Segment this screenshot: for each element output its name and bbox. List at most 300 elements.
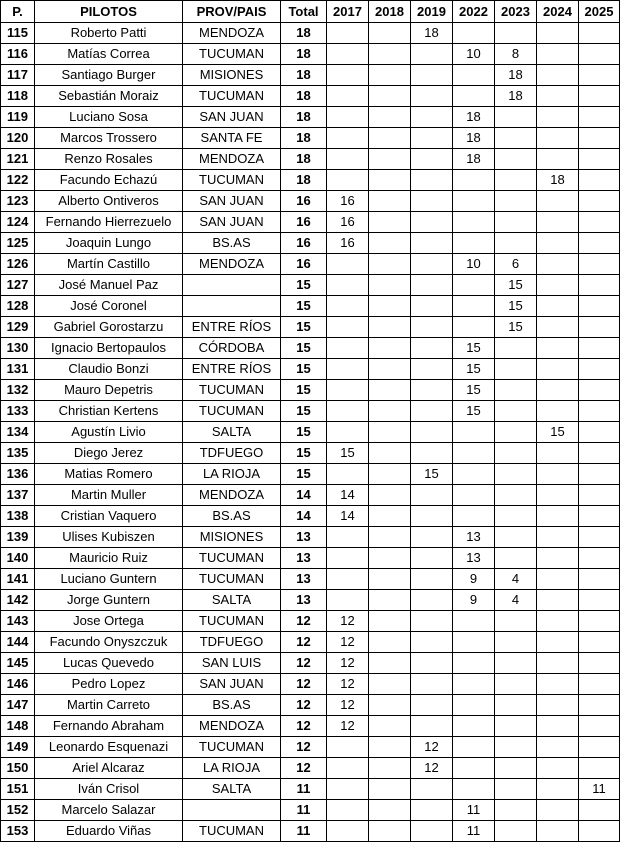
points-2025-cell (579, 254, 620, 275)
points-2025-cell (579, 401, 620, 422)
total-cell: 15 (281, 359, 327, 380)
points-2018-cell (369, 527, 411, 548)
pilot-name-cell: Gabriel Gorostarzu (35, 317, 183, 338)
pilot-name-cell: Martin Carreto (35, 695, 183, 716)
points-2019-cell (411, 212, 453, 233)
points-2025-cell (579, 23, 620, 44)
table-row (1, 296, 620, 317)
points-2019-cell (411, 191, 453, 212)
points-2025-cell (579, 548, 620, 569)
points-2019-cell (411, 779, 453, 800)
points-2019-cell (411, 128, 453, 149)
position-cell: 120 (1, 128, 35, 149)
total-cell: 12 (281, 716, 327, 737)
points-2022-cell: 9 (453, 569, 495, 590)
points-2022-cell (453, 737, 495, 758)
points-2017-cell (327, 359, 369, 380)
table-row (1, 716, 620, 737)
points-2019-cell (411, 44, 453, 65)
points-2022-cell (453, 653, 495, 674)
points-2019-cell: 15 (411, 464, 453, 485)
points-2024-cell: 18 (537, 170, 579, 191)
province-cell: ENTRE RÍOS (183, 317, 281, 338)
points-2023-cell (495, 170, 537, 191)
total-cell: 15 (281, 422, 327, 443)
points-2019-cell (411, 317, 453, 338)
pilot-name-cell: Martin Muller (35, 485, 183, 506)
points-2017-cell: 12 (327, 653, 369, 674)
position-cell: 128 (1, 296, 35, 317)
position-cell: 117 (1, 65, 35, 86)
points-2017-cell (327, 779, 369, 800)
points-2017-cell: 16 (327, 191, 369, 212)
points-2019-cell (411, 233, 453, 254)
points-2019-cell (411, 422, 453, 443)
points-2017-cell (327, 737, 369, 758)
points-2025-cell (579, 674, 620, 695)
points-2017-cell (327, 821, 369, 842)
points-2024-cell (537, 107, 579, 128)
points-2024-cell (537, 254, 579, 275)
province-cell: SALTA (183, 422, 281, 443)
province-cell: TUCUMAN (183, 170, 281, 191)
table-row (1, 23, 620, 44)
position-cell: 144 (1, 632, 35, 653)
province-cell: SALTA (183, 779, 281, 800)
position-cell: 118 (1, 86, 35, 107)
points-2019-cell (411, 338, 453, 359)
points-2024-cell (537, 149, 579, 170)
points-2025-cell: 11 (579, 779, 620, 800)
total-cell: 18 (281, 44, 327, 65)
points-2018-cell (369, 338, 411, 359)
points-2019-cell (411, 716, 453, 737)
points-2023-cell (495, 464, 537, 485)
points-2017-cell: 12 (327, 716, 369, 737)
points-2022-cell: 13 (453, 527, 495, 548)
points-2017-cell (327, 464, 369, 485)
position-cell: 124 (1, 212, 35, 233)
position-cell: 131 (1, 359, 35, 380)
points-2023-cell: 15 (495, 275, 537, 296)
table-row (1, 800, 620, 821)
province-cell: SAN JUAN (183, 191, 281, 212)
total-cell: 15 (281, 443, 327, 464)
points-2017-cell (327, 275, 369, 296)
province-cell: SAN LUIS (183, 653, 281, 674)
points-2024-cell (537, 65, 579, 86)
position-cell: 123 (1, 191, 35, 212)
points-2017-cell: 12 (327, 695, 369, 716)
points-2017-cell (327, 380, 369, 401)
points-2019-cell: 12 (411, 758, 453, 779)
points-2018-cell (369, 737, 411, 758)
total-cell: 18 (281, 107, 327, 128)
table-row (1, 506, 620, 527)
points-2018-cell (369, 590, 411, 611)
header-province: PROV/PAIS (183, 1, 281, 23)
points-2024-cell (537, 548, 579, 569)
points-2018-cell (369, 275, 411, 296)
pilot-name-cell: Alberto Ontiveros (35, 191, 183, 212)
pilot-name-cell: Jorge Guntern (35, 590, 183, 611)
position-cell: 152 (1, 800, 35, 821)
points-2018-cell (369, 65, 411, 86)
points-2023-cell (495, 23, 537, 44)
position-cell: 151 (1, 779, 35, 800)
table-row (1, 317, 620, 338)
points-2022-cell: 15 (453, 401, 495, 422)
pilot-name-cell: Jose Ortega (35, 611, 183, 632)
points-2019-cell (411, 149, 453, 170)
points-2024-cell (537, 23, 579, 44)
table-row (1, 653, 620, 674)
points-2017-cell (327, 254, 369, 275)
points-2024-cell (537, 86, 579, 107)
points-2025-cell (579, 590, 620, 611)
position-cell: 138 (1, 506, 35, 527)
points-2023-cell: 8 (495, 44, 537, 65)
points-2018-cell (369, 485, 411, 506)
header-2019: 2019 (411, 1, 453, 23)
points-2023-cell (495, 338, 537, 359)
points-2018-cell (369, 212, 411, 233)
total-cell: 12 (281, 632, 327, 653)
header-pilots: PILOTOS (35, 1, 183, 23)
points-2019-cell: 18 (411, 23, 453, 44)
table-row (1, 401, 620, 422)
points-2025-cell (579, 737, 620, 758)
pilot-name-cell: Luciano Guntern (35, 569, 183, 590)
points-2019-cell (411, 611, 453, 632)
points-2022-cell: 10 (453, 254, 495, 275)
province-cell: TUCUMAN (183, 737, 281, 758)
province-cell: MISIONES (183, 65, 281, 86)
total-cell: 15 (281, 317, 327, 338)
total-cell: 11 (281, 821, 327, 842)
pilot-name-cell: Cristian Vaquero (35, 506, 183, 527)
position-cell: 143 (1, 611, 35, 632)
province-cell: MENDOZA (183, 254, 281, 275)
points-2022-cell (453, 716, 495, 737)
header-row (1, 1, 620, 23)
points-2019-cell (411, 569, 453, 590)
points-2022-cell (453, 296, 495, 317)
position-cell: 147 (1, 695, 35, 716)
table-row (1, 443, 620, 464)
points-2018-cell (369, 674, 411, 695)
points-2023-cell (495, 401, 537, 422)
points-2025-cell (579, 107, 620, 128)
points-2025-cell (579, 653, 620, 674)
points-2023-cell (495, 149, 537, 170)
position-cell: 121 (1, 149, 35, 170)
total-cell: 15 (281, 296, 327, 317)
pilot-name-cell: Matias Romero (35, 464, 183, 485)
points-2017-cell (327, 128, 369, 149)
points-2022-cell: 13 (453, 548, 495, 569)
position-cell: 127 (1, 275, 35, 296)
points-2024-cell (537, 401, 579, 422)
points-2017-cell (327, 107, 369, 128)
total-cell: 18 (281, 128, 327, 149)
points-2024-cell (537, 716, 579, 737)
points-2023-cell (495, 548, 537, 569)
position-cell: 119 (1, 107, 35, 128)
points-2022-cell (453, 86, 495, 107)
pilot-name-cell: Pedro Lopez (35, 674, 183, 695)
points-2025-cell (579, 359, 620, 380)
points-2018-cell (369, 464, 411, 485)
table-row (1, 611, 620, 632)
points-2023-cell (495, 653, 537, 674)
position-cell: 140 (1, 548, 35, 569)
points-2022-cell (453, 212, 495, 233)
position-cell: 133 (1, 401, 35, 422)
points-2025-cell (579, 485, 620, 506)
position-cell: 129 (1, 317, 35, 338)
points-2024-cell (537, 317, 579, 338)
total-cell: 15 (281, 401, 327, 422)
points-2019-cell (411, 65, 453, 86)
points-2017-cell (327, 23, 369, 44)
points-2018-cell (369, 821, 411, 842)
pilot-name-cell: Sebastián Moraiz (35, 86, 183, 107)
pilot-name-cell: Agustín Livio (35, 422, 183, 443)
points-2022-cell (453, 506, 495, 527)
points-2022-cell (453, 611, 495, 632)
position-cell: 134 (1, 422, 35, 443)
points-2017-cell (327, 590, 369, 611)
points-2017-cell (327, 401, 369, 422)
province-cell: MENDOZA (183, 716, 281, 737)
points-2023-cell: 4 (495, 569, 537, 590)
pilot-name-cell: Facundo Echazú (35, 170, 183, 191)
pilot-name-cell: Martín Castillo (35, 254, 183, 275)
points-2023-cell (495, 779, 537, 800)
points-2023-cell (495, 107, 537, 128)
points-2017-cell (327, 170, 369, 191)
points-2017-cell (327, 527, 369, 548)
table-row (1, 44, 620, 65)
pilot-name-cell: José Manuel Paz (35, 275, 183, 296)
points-2018-cell (369, 506, 411, 527)
points-2019-cell (411, 275, 453, 296)
province-cell: TUCUMAN (183, 44, 281, 65)
total-cell: 18 (281, 65, 327, 86)
position-cell: 149 (1, 737, 35, 758)
points-2023-cell: 18 (495, 86, 537, 107)
points-2025-cell (579, 212, 620, 233)
points-2025-cell (579, 716, 620, 737)
points-2023-cell (495, 695, 537, 716)
pilot-name-cell: Fernando Abraham (35, 716, 183, 737)
points-2024-cell (537, 674, 579, 695)
total-cell: 12 (281, 611, 327, 632)
points-2024-cell (537, 128, 579, 149)
points-2019-cell (411, 359, 453, 380)
points-2025-cell (579, 821, 620, 842)
points-2017-cell: 12 (327, 611, 369, 632)
points-2022-cell (453, 695, 495, 716)
province-cell: SALTA (183, 590, 281, 611)
points-2017-cell (327, 149, 369, 170)
points-2023-cell (495, 527, 537, 548)
points-2023-cell: 18 (495, 65, 537, 86)
points-2019-cell (411, 485, 453, 506)
points-2019-cell (411, 695, 453, 716)
points-2024-cell (537, 338, 579, 359)
table-row (1, 170, 620, 191)
points-2018-cell (369, 695, 411, 716)
total-cell: 18 (281, 149, 327, 170)
header-2024: 2024 (537, 1, 579, 23)
position-cell: 137 (1, 485, 35, 506)
position-cell: 115 (1, 23, 35, 44)
table-row (1, 233, 620, 254)
points-2018-cell (369, 758, 411, 779)
total-cell: 16 (281, 254, 327, 275)
points-2019-cell (411, 443, 453, 464)
points-2024-cell (537, 44, 579, 65)
points-2017-cell (327, 296, 369, 317)
position-cell: 130 (1, 338, 35, 359)
points-2025-cell (579, 65, 620, 86)
points-2024-cell (537, 275, 579, 296)
points-2025-cell (579, 464, 620, 485)
table-row (1, 779, 620, 800)
points-2019-cell (411, 800, 453, 821)
points-2024-cell (537, 800, 579, 821)
points-2025-cell (579, 44, 620, 65)
points-2023-cell: 6 (495, 254, 537, 275)
province-cell: SAN JUAN (183, 674, 281, 695)
points-2025-cell (579, 611, 620, 632)
pilot-name-cell: Facundo Onyszczuk (35, 632, 183, 653)
points-2024-cell (537, 590, 579, 611)
points-2017-cell (327, 569, 369, 590)
province-cell: TUCUMAN (183, 401, 281, 422)
total-cell: 16 (281, 191, 327, 212)
points-2023-cell (495, 422, 537, 443)
province-cell: BS.AS (183, 506, 281, 527)
points-2025-cell (579, 149, 620, 170)
province-cell: MENDOZA (183, 23, 281, 44)
points-2025-cell (579, 191, 620, 212)
points-2022-cell (453, 422, 495, 443)
points-2025-cell (579, 128, 620, 149)
pilot-name-cell: Fernando Hierrezuelo (35, 212, 183, 233)
points-2018-cell (369, 611, 411, 632)
points-2019-cell (411, 590, 453, 611)
total-cell: 12 (281, 737, 327, 758)
points-2017-cell (327, 800, 369, 821)
header-position: P. (1, 1, 35, 23)
province-cell: SAN JUAN (183, 212, 281, 233)
points-2025-cell (579, 527, 620, 548)
points-2023-cell (495, 359, 537, 380)
table-row (1, 86, 620, 107)
total-cell: 11 (281, 800, 327, 821)
points-2022-cell: 15 (453, 359, 495, 380)
points-2023-cell (495, 191, 537, 212)
points-2025-cell (579, 170, 620, 191)
table-row (1, 254, 620, 275)
points-2022-cell (453, 191, 495, 212)
points-2022-cell (453, 485, 495, 506)
points-2018-cell (369, 716, 411, 737)
pilot-name-cell: Roberto Patti (35, 23, 183, 44)
position-cell: 139 (1, 527, 35, 548)
points-2023-cell (495, 632, 537, 653)
points-2023-cell (495, 716, 537, 737)
points-2018-cell (369, 128, 411, 149)
points-2025-cell (579, 338, 620, 359)
province-cell (183, 296, 281, 317)
table-row (1, 527, 620, 548)
points-2017-cell (327, 548, 369, 569)
points-2024-cell: 15 (537, 422, 579, 443)
points-2024-cell (537, 380, 579, 401)
pilot-name-cell: Mauricio Ruiz (35, 548, 183, 569)
pilot-name-cell: Marcelo Salazar (35, 800, 183, 821)
points-2025-cell (579, 296, 620, 317)
province-cell: LA RIOJA (183, 464, 281, 485)
pilot-name-cell: Iván Crisol (35, 779, 183, 800)
points-2024-cell (537, 569, 579, 590)
total-cell: 12 (281, 674, 327, 695)
points-2019-cell (411, 632, 453, 653)
total-cell: 15 (281, 338, 327, 359)
points-2025-cell (579, 422, 620, 443)
points-2022-cell: 11 (453, 821, 495, 842)
points-2018-cell (369, 653, 411, 674)
total-cell: 12 (281, 758, 327, 779)
points-2018-cell (369, 317, 411, 338)
points-2019-cell (411, 674, 453, 695)
points-2023-cell (495, 506, 537, 527)
points-2025-cell (579, 380, 620, 401)
header-2017: 2017 (327, 1, 369, 23)
points-2023-cell: 4 (495, 590, 537, 611)
position-cell: 146 (1, 674, 35, 695)
points-2025-cell (579, 443, 620, 464)
pilot-name-cell: Eduardo Viñas (35, 821, 183, 842)
points-2017-cell: 14 (327, 506, 369, 527)
points-2025-cell (579, 233, 620, 254)
points-2024-cell (537, 296, 579, 317)
points-2022-cell (453, 233, 495, 254)
points-2019-cell (411, 527, 453, 548)
points-2019-cell: 12 (411, 737, 453, 758)
province-cell: TUCUMAN (183, 821, 281, 842)
points-2025-cell (579, 317, 620, 338)
total-cell: 15 (281, 380, 327, 401)
total-cell: 15 (281, 275, 327, 296)
points-2017-cell (327, 338, 369, 359)
points-2024-cell (537, 485, 579, 506)
total-cell: 16 (281, 233, 327, 254)
total-cell: 11 (281, 779, 327, 800)
total-cell: 15 (281, 464, 327, 485)
points-2023-cell (495, 380, 537, 401)
table-row (1, 464, 620, 485)
points-2024-cell (537, 212, 579, 233)
points-2017-cell (327, 758, 369, 779)
points-2025-cell (579, 86, 620, 107)
table-row (1, 128, 620, 149)
pilot-name-cell: Christian Kertens (35, 401, 183, 422)
